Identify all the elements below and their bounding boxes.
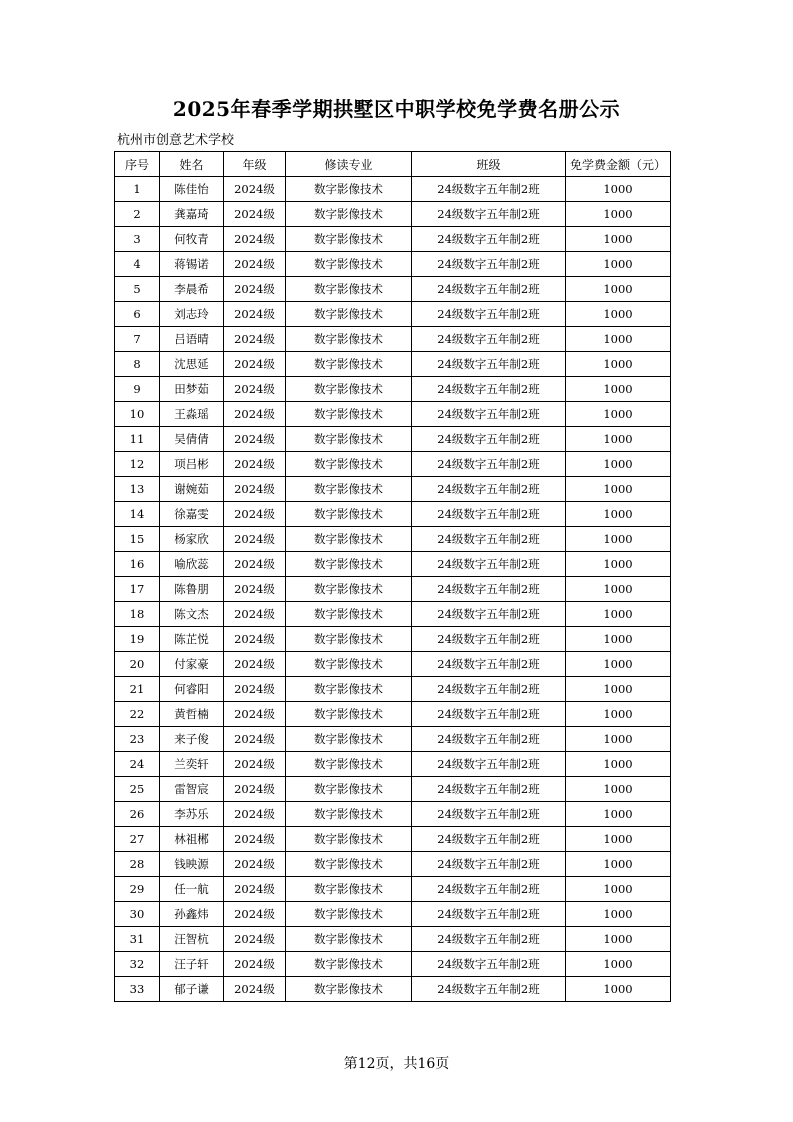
cell-index: 21	[115, 677, 160, 702]
cell-grade: 2024级	[224, 502, 286, 527]
cell-class: 24级数字五年制2班	[412, 452, 566, 477]
table-row	[115, 977, 671, 1002]
cell-index: 7	[115, 327, 160, 352]
cell-class: 24级数字五年制2班	[412, 327, 566, 352]
cell-index: 25	[115, 777, 160, 802]
cell-name: 黄哲楠	[160, 702, 224, 727]
table-row	[115, 552, 671, 577]
cell-grade: 2024级	[224, 402, 286, 427]
cell-class: 24级数字五年制2班	[412, 577, 566, 602]
cell-name: 何牧青	[160, 227, 224, 252]
cell-index: 18	[115, 602, 160, 627]
table-row	[115, 202, 671, 227]
cell-index: 11	[115, 427, 160, 452]
cell-name: 沈思延	[160, 352, 224, 377]
cell-amount: 1000	[566, 777, 671, 802]
cell-name: 徐嘉雯	[160, 502, 224, 527]
cell-name: 何睿阳	[160, 677, 224, 702]
table-row	[115, 802, 671, 827]
cell-class: 24级数字五年制2班	[412, 352, 566, 377]
cell-major: 数字影像技术	[286, 777, 412, 802]
cell-class: 24级数字五年制2班	[412, 477, 566, 502]
cell-grade: 2024级	[224, 177, 286, 202]
cell-major: 数字影像技术	[286, 652, 412, 677]
cell-index: 4	[115, 252, 160, 277]
cell-class: 24级数字五年制2班	[412, 527, 566, 552]
table-row	[115, 527, 671, 552]
cell-index: 3	[115, 227, 160, 252]
cell-major: 数字影像技术	[286, 802, 412, 827]
cell-index: 27	[115, 827, 160, 852]
table-row	[115, 827, 671, 852]
table-row	[115, 577, 671, 602]
table-header-row	[115, 152, 671, 177]
table-row	[115, 452, 671, 477]
cell-amount: 1000	[566, 877, 671, 902]
cell-name: 兰奕轩	[160, 752, 224, 777]
cell-major: 数字影像技术	[286, 527, 412, 552]
cell-class: 24级数字五年制2班	[412, 652, 566, 677]
cell-grade: 2024级	[224, 727, 286, 752]
cell-major: 数字影像技术	[286, 902, 412, 927]
cell-class: 24级数字五年制2班	[412, 902, 566, 927]
cell-amount: 1000	[566, 427, 671, 452]
cell-name: 杨家欣	[160, 527, 224, 552]
cell-name: 项吕彬	[160, 452, 224, 477]
cell-class: 24级数字五年制2班	[412, 752, 566, 777]
table-row	[115, 477, 671, 502]
cell-major: 数字影像技术	[286, 827, 412, 852]
cell-amount: 1000	[566, 652, 671, 677]
table-row	[115, 427, 671, 452]
cell-index: 16	[115, 552, 160, 577]
cell-grade: 2024级	[224, 377, 286, 402]
table-row	[115, 277, 671, 302]
cell-grade: 2024级	[224, 752, 286, 777]
cell-name: 陈芷悦	[160, 627, 224, 652]
cell-grade: 2024级	[224, 927, 286, 952]
cell-index: 32	[115, 952, 160, 977]
cell-class: 24级数字五年制2班	[412, 427, 566, 452]
cell-class: 24级数字五年制2班	[412, 802, 566, 827]
cell-amount: 1000	[566, 902, 671, 927]
cell-class: 24级数字五年制2班	[412, 677, 566, 702]
cell-index: 20	[115, 652, 160, 677]
cell-grade: 2024级	[224, 652, 286, 677]
cell-grade: 2024级	[224, 602, 286, 627]
cell-name: 谢婉茹	[160, 477, 224, 502]
cell-amount: 1000	[566, 327, 671, 352]
header-cell: 姓名	[160, 152, 224, 177]
cell-amount: 1000	[566, 827, 671, 852]
cell-amount: 1000	[566, 977, 671, 1002]
table-row	[115, 952, 671, 977]
cell-class: 24级数字五年制2班	[412, 852, 566, 877]
cell-amount: 1000	[566, 802, 671, 827]
table-row	[115, 652, 671, 677]
cell-name: 汪子轩	[160, 952, 224, 977]
cell-major: 数字影像技术	[286, 927, 412, 952]
cell-grade: 2024级	[224, 777, 286, 802]
table-row	[115, 677, 671, 702]
cell-name: 林祖郴	[160, 827, 224, 852]
cell-major: 数字影像技术	[286, 427, 412, 452]
table-row	[115, 352, 671, 377]
cell-major: 数字影像技术	[286, 677, 412, 702]
cell-name: 吴倩倩	[160, 427, 224, 452]
cell-grade: 2024级	[224, 627, 286, 652]
cell-major: 数字影像技术	[286, 552, 412, 577]
cell-grade: 2024级	[224, 852, 286, 877]
table-row	[115, 752, 671, 777]
cell-name: 吕语晴	[160, 327, 224, 352]
cell-grade: 2024级	[224, 427, 286, 452]
cell-index: 8	[115, 352, 160, 377]
cell-class: 24级数字五年制2班	[412, 277, 566, 302]
cell-amount: 1000	[566, 627, 671, 652]
cell-name: 付家豪	[160, 652, 224, 677]
cell-amount: 1000	[566, 227, 671, 252]
table-row	[115, 377, 671, 402]
cell-major: 数字影像技术	[286, 452, 412, 477]
cell-amount: 1000	[566, 302, 671, 327]
cell-grade: 2024级	[224, 827, 286, 852]
cell-amount: 1000	[566, 402, 671, 427]
cell-amount: 1000	[566, 452, 671, 477]
cell-index: 6	[115, 302, 160, 327]
table-row	[115, 402, 671, 427]
table-row	[115, 927, 671, 952]
cell-index: 23	[115, 727, 160, 752]
cell-name: 任一航	[160, 877, 224, 902]
cell-major: 数字影像技术	[286, 852, 412, 877]
cell-class: 24级数字五年制2班	[412, 252, 566, 277]
table-row	[115, 602, 671, 627]
table-row	[115, 227, 671, 252]
cell-class: 24级数字五年制2班	[412, 777, 566, 802]
cell-grade: 2024级	[224, 902, 286, 927]
cell-major: 数字影像技术	[286, 377, 412, 402]
cell-index: 31	[115, 927, 160, 952]
cell-name: 蒋锡诺	[160, 252, 224, 277]
cell-name: 龚嘉琦	[160, 202, 224, 227]
header-cell: 序号	[115, 152, 160, 177]
cell-amount: 1000	[566, 752, 671, 777]
cell-class: 24级数字五年制2班	[412, 952, 566, 977]
page-title: 2025年春季学期拱墅区中职学校免学费名册公示	[172, 97, 621, 121]
cell-name: 陈文杰	[160, 602, 224, 627]
cell-amount: 1000	[566, 277, 671, 302]
cell-major: 数字影像技术	[286, 177, 412, 202]
cell-grade: 2024级	[224, 677, 286, 702]
cell-grade: 2024级	[224, 877, 286, 902]
cell-name: 刘志玲	[160, 302, 224, 327]
school-name: 杭州市创意艺术学校	[117, 133, 235, 148]
table-row	[115, 502, 671, 527]
header-cell: 班级	[412, 152, 566, 177]
cell-name: 孙鑫炜	[160, 902, 224, 927]
cell-class: 24级数字五年制2班	[412, 377, 566, 402]
cell-amount: 1000	[566, 252, 671, 277]
cell-grade: 2024级	[224, 277, 286, 302]
cell-grade: 2024级	[224, 802, 286, 827]
table-row	[115, 852, 671, 877]
cell-name: 来子俊	[160, 727, 224, 752]
cell-grade: 2024级	[224, 327, 286, 352]
cell-major: 数字影像技术	[286, 877, 412, 902]
table-row	[115, 777, 671, 802]
cell-name: 陈佳怡	[160, 177, 224, 202]
cell-grade: 2024级	[224, 527, 286, 552]
cell-class: 24级数字五年制2班	[412, 727, 566, 752]
cell-class: 24级数字五年制2班	[412, 502, 566, 527]
cell-major: 数字影像技术	[286, 627, 412, 652]
cell-amount: 1000	[566, 927, 671, 952]
cell-name: 李晨希	[160, 277, 224, 302]
cell-major: 数字影像技术	[286, 402, 412, 427]
cell-major: 数字影像技术	[286, 752, 412, 777]
cell-grade: 2024级	[224, 552, 286, 577]
cell-amount: 1000	[566, 602, 671, 627]
cell-amount: 1000	[566, 377, 671, 402]
cell-amount: 1000	[566, 527, 671, 552]
cell-major: 数字影像技术	[286, 252, 412, 277]
cell-grade: 2024级	[224, 452, 286, 477]
cell-index: 14	[115, 502, 160, 527]
cell-major: 数字影像技术	[286, 602, 412, 627]
table-row	[115, 902, 671, 927]
cell-index: 28	[115, 852, 160, 877]
page-number: 第12页，共16页	[343, 1056, 450, 1072]
cell-grade: 2024级	[224, 952, 286, 977]
cell-index: 2	[115, 202, 160, 227]
cell-major: 数字影像技术	[286, 727, 412, 752]
cell-major: 数字影像技术	[286, 502, 412, 527]
cell-grade: 2024级	[224, 302, 286, 327]
cell-index: 9	[115, 377, 160, 402]
cell-index: 29	[115, 877, 160, 902]
cell-class: 24级数字五年制2班	[412, 177, 566, 202]
cell-name: 陈鲁朋	[160, 577, 224, 602]
cell-amount: 1000	[566, 177, 671, 202]
cell-major: 数字影像技术	[286, 952, 412, 977]
cell-amount: 1000	[566, 952, 671, 977]
cell-index: 1	[115, 177, 160, 202]
cell-grade: 2024级	[224, 477, 286, 502]
cell-grade: 2024级	[224, 202, 286, 227]
cell-name: 汪智杭	[160, 927, 224, 952]
cell-class: 24级数字五年制2班	[412, 402, 566, 427]
cell-major: 数字影像技术	[286, 977, 412, 1002]
cell-amount: 1000	[566, 702, 671, 727]
table-row	[115, 702, 671, 727]
table-row	[115, 327, 671, 352]
cell-class: 24级数字五年制2班	[412, 927, 566, 952]
cell-name: 田梦茹	[160, 377, 224, 402]
cell-amount: 1000	[566, 577, 671, 602]
table-body	[115, 177, 671, 1002]
cell-index: 33	[115, 977, 160, 1002]
cell-name: 钱映源	[160, 852, 224, 877]
cell-amount: 1000	[566, 352, 671, 377]
cell-class: 24级数字五年制2班	[412, 202, 566, 227]
cell-index: 26	[115, 802, 160, 827]
cell-index: 10	[115, 402, 160, 427]
cell-index: 19	[115, 627, 160, 652]
cell-grade: 2024级	[224, 252, 286, 277]
cell-index: 30	[115, 902, 160, 927]
cell-amount: 1000	[566, 502, 671, 527]
cell-amount: 1000	[566, 552, 671, 577]
roster-table	[114, 151, 671, 1002]
cell-index: 12	[115, 452, 160, 477]
cell-name: 李苏乐	[160, 802, 224, 827]
cell-amount: 1000	[566, 852, 671, 877]
cell-name: 喻欣蕊	[160, 552, 224, 577]
cell-grade: 2024级	[224, 227, 286, 252]
cell-class: 24级数字五年制2班	[412, 602, 566, 627]
cell-amount: 1000	[566, 677, 671, 702]
cell-index: 13	[115, 477, 160, 502]
cell-major: 数字影像技术	[286, 302, 412, 327]
cell-grade: 2024级	[224, 577, 286, 602]
cell-major: 数字影像技术	[286, 202, 412, 227]
table-row	[115, 877, 671, 902]
table-row	[115, 177, 671, 202]
cell-amount: 1000	[566, 477, 671, 502]
table-row	[115, 727, 671, 752]
cell-major: 数字影像技术	[286, 702, 412, 727]
cell-name: 郁子谦	[160, 977, 224, 1002]
cell-major: 数字影像技术	[286, 352, 412, 377]
cell-major: 数字影像技术	[286, 227, 412, 252]
cell-major: 数字影像技术	[286, 327, 412, 352]
cell-class: 24级数字五年制2班	[412, 627, 566, 652]
cell-class: 24级数字五年制2班	[412, 302, 566, 327]
cell-amount: 1000	[566, 202, 671, 227]
cell-class: 24级数字五年制2班	[412, 877, 566, 902]
header-cell: 修读专业	[286, 152, 412, 177]
cell-class: 24级数字五年制2班	[412, 552, 566, 577]
table-row	[115, 302, 671, 327]
cell-index: 5	[115, 277, 160, 302]
cell-grade: 2024级	[224, 352, 286, 377]
cell-index: 15	[115, 527, 160, 552]
cell-class: 24级数字五年制2班	[412, 227, 566, 252]
cell-name: 王淼瑶	[160, 402, 224, 427]
cell-class: 24级数字五年制2班	[412, 977, 566, 1002]
cell-index: 22	[115, 702, 160, 727]
cell-amount: 1000	[566, 727, 671, 752]
cell-grade: 2024级	[224, 702, 286, 727]
cell-index: 17	[115, 577, 160, 602]
cell-class: 24级数字五年制2班	[412, 827, 566, 852]
cell-class: 24级数字五年制2班	[412, 702, 566, 727]
table-row	[115, 252, 671, 277]
cell-grade: 2024级	[224, 977, 286, 1002]
header-cell: 年级	[224, 152, 286, 177]
table-row	[115, 627, 671, 652]
cell-major: 数字影像技术	[286, 577, 412, 602]
cell-name: 雷智宸	[160, 777, 224, 802]
cell-major: 数字影像技术	[286, 277, 412, 302]
header-cell: 免学费金额（元）	[566, 152, 671, 177]
cell-major: 数字影像技术	[286, 477, 412, 502]
cell-index: 24	[115, 752, 160, 777]
